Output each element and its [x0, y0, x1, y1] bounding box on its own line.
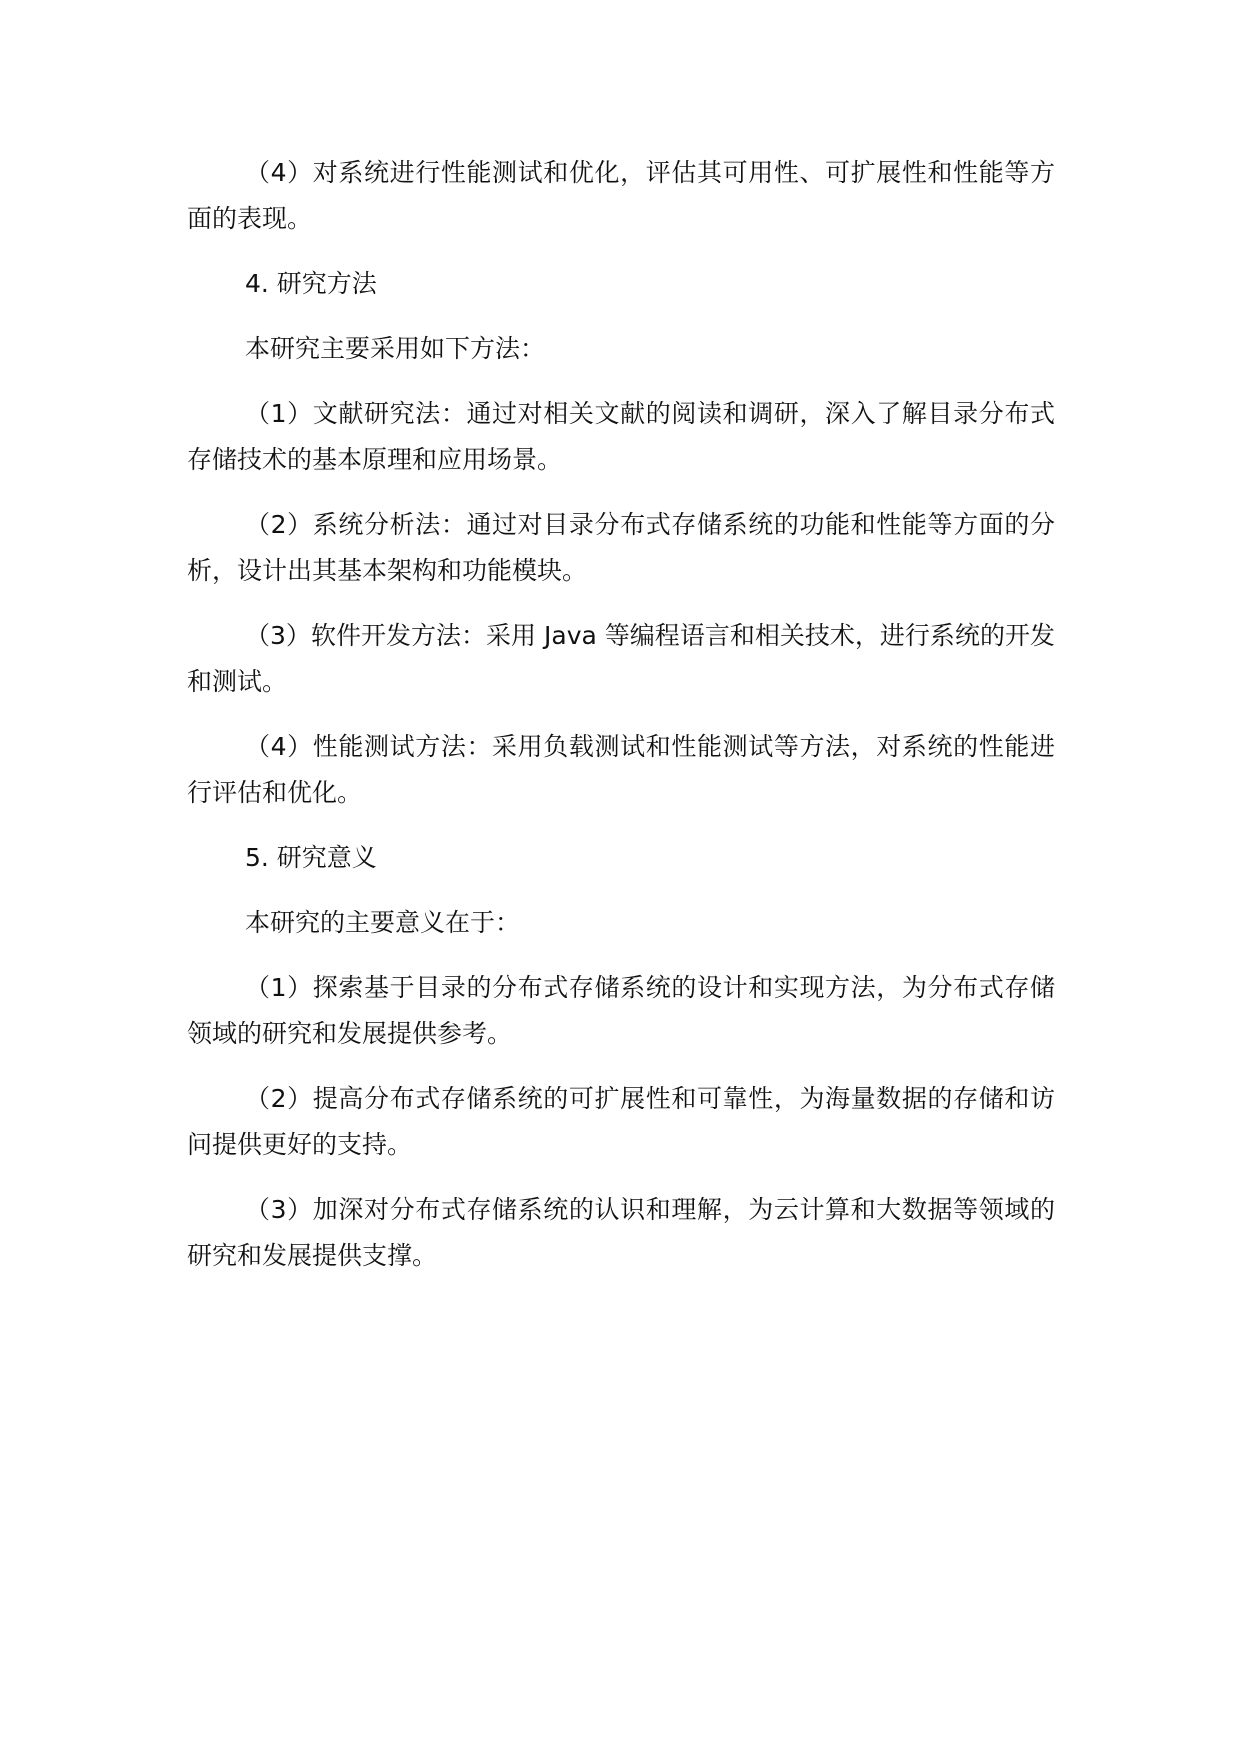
paragraph-methods-intro: 本研究主要采用如下方法：	[245, 334, 546, 363]
paragraph-literature-method: （1）文献研究法：通过对相关文献的阅读和调研，深入了解目录分布式存储技术的基本原理和应用场景。	[187, 399, 1055, 474]
paragraph-significance-intro: 本研究的主要意义在于：	[245, 908, 521, 937]
paragraph-software-dev-method: （3）软件开发方法：采用 Java 等编程语言和相关技术，进行系统的开发和测试。	[187, 621, 1055, 696]
paragraph-significance-1: （1）探索基于目录的分布式存储系统的设计和实现方法，为分布式存储领域的研究和发展提供参考。	[187, 973, 1055, 1048]
paragraph-significance-2: （2）提高分布式存储系统的可扩展性和可靠性，为海量数据的存储和访问提供更好的支持。	[187, 1084, 1055, 1159]
paragraph-performance-test-method: （4）性能测试方法：采用负载测试和性能测试等方法，对系统的性能进行评估和优化。	[187, 732, 1055, 807]
paragraph-significance-3: （3）加深对分布式存储系统的认识和理解，为云计算和大数据等领域的研究和发展提供支撑。	[187, 1195, 1055, 1270]
paragraph-system-analysis-method: （2）系统分析法：通过对目录分布式存储系统的功能和性能等方面的分析，设计出其基本架构和功能模块。	[187, 510, 1055, 585]
section-heading-research-methods: 4. 研究方法	[245, 269, 377, 298]
document-page	[187, 150, 1055, 1298]
section-heading-research-significance: 5. 研究意义	[245, 843, 377, 872]
paragraph-evaluate-system: （4）对系统进行性能测试和优化，评估其可用性、可扩展性和性能等方面的表现。	[187, 158, 1055, 233]
